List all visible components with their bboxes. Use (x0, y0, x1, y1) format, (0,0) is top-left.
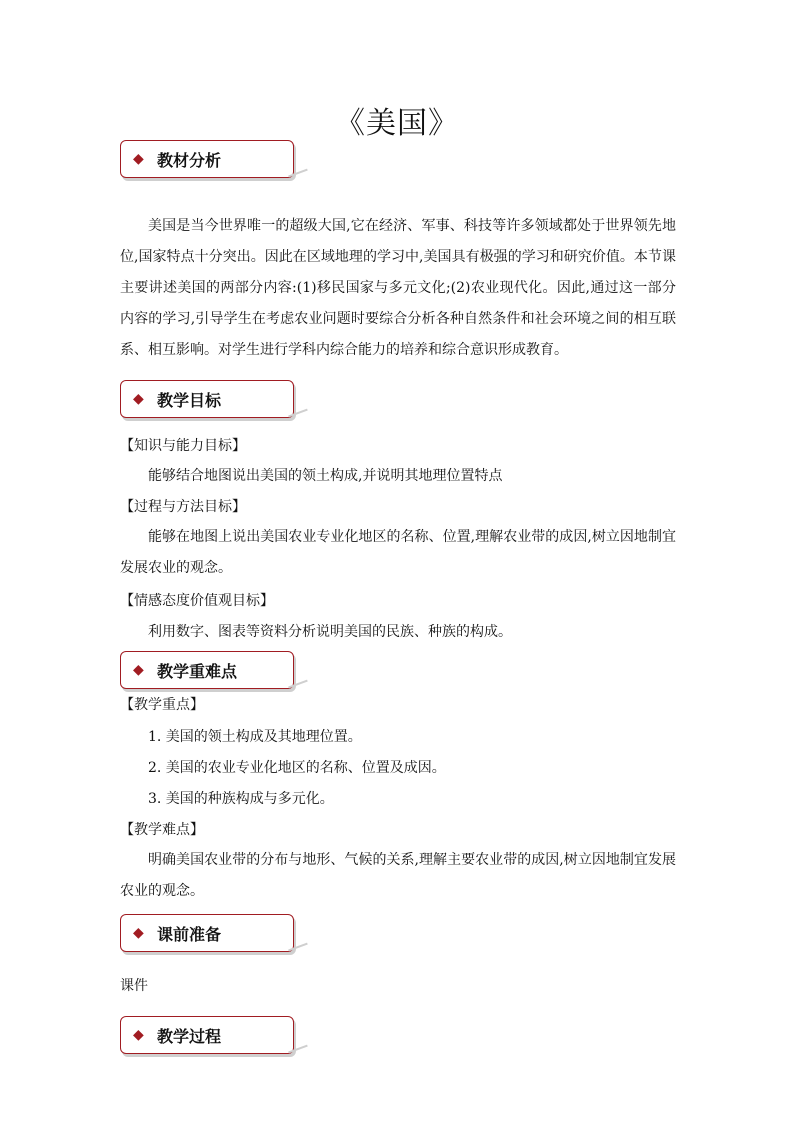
section-header-prep (120, 914, 294, 952)
difficulty-text: 明确美国农业带的分布与地形、气候的关系,理解主要农业带的成因,树立因地制宜发展农业的观念。 (120, 852, 676, 899)
goal-knowledge-label: 【知识与能力目标】 (120, 438, 246, 454)
section-label: 教学目标 (157, 390, 222, 410)
prep-text: 课件 (120, 978, 148, 994)
goal-process-text: 能够在地图上说出美国农业专业化地区的名称、位置,理解农业带的成因,树立因地制宜发展农业的观念。 (120, 529, 676, 576)
goal-emotion-label: 【情感态度价值观目标】 (120, 593, 274, 609)
key-item-1: 1. 美国的领土构成及其地理位置。 (148, 729, 362, 745)
key-item-2: 2. 美国的农业专业化地区的名称、位置及成因。 (148, 760, 446, 776)
section-label: 教学过程 (157, 1026, 222, 1046)
key-item-3: 3. 美国的种族构成与多元化。 (148, 791, 334, 807)
diamond-icon: ◆ (133, 662, 144, 678)
diamond-icon: ◆ (133, 1027, 144, 1043)
section-header-process (120, 1016, 294, 1054)
goal-knowledge-text: 能够结合地图说出美国的领土构成,并说明其地理位置特点 (148, 468, 503, 484)
diamond-icon: ◆ (133, 151, 144, 167)
section-label: 课前准备 (157, 924, 222, 944)
diamond-icon: ◆ (133, 925, 144, 941)
section-label: 教学重难点 (157, 661, 238, 681)
goal-process-label: 【过程与方法目标】 (120, 499, 246, 515)
key-label: 【教学重点】 (120, 697, 204, 713)
section-header-analysis (120, 140, 294, 178)
diamond-icon: ◆ (133, 391, 144, 407)
difficulty-label: 【教学难点】 (120, 822, 204, 838)
page-title: 《美国》 (335, 106, 459, 141)
section-header-goals (120, 380, 294, 418)
section-header-key-points (120, 651, 294, 689)
analysis-paragraph: 美国是当今世界唯一的超级大国,它在经济、军事、科技等许多领域都处于世界领先地位,国家特点十分突出。因此在区域地理的学习中,美国具有极强的学习和研究价值。本节课主要讲述美国的两部分内容:(1)移民国家与多元文化;(2)农业现代化。因此,通过这一部分内容的学习,引导学生在考虑农业问题时要综合分析各种自然条件和社会环境之间的相互联系、相互影响。对学生进行学科内综合能力的培养和综合意识形成教育。 (120, 218, 676, 358)
section-label: 教材分析 (157, 150, 222, 170)
goal-emotion-text: 利用数字、图表等资料分析说明美国的民族、种族的构成。 (148, 624, 512, 640)
